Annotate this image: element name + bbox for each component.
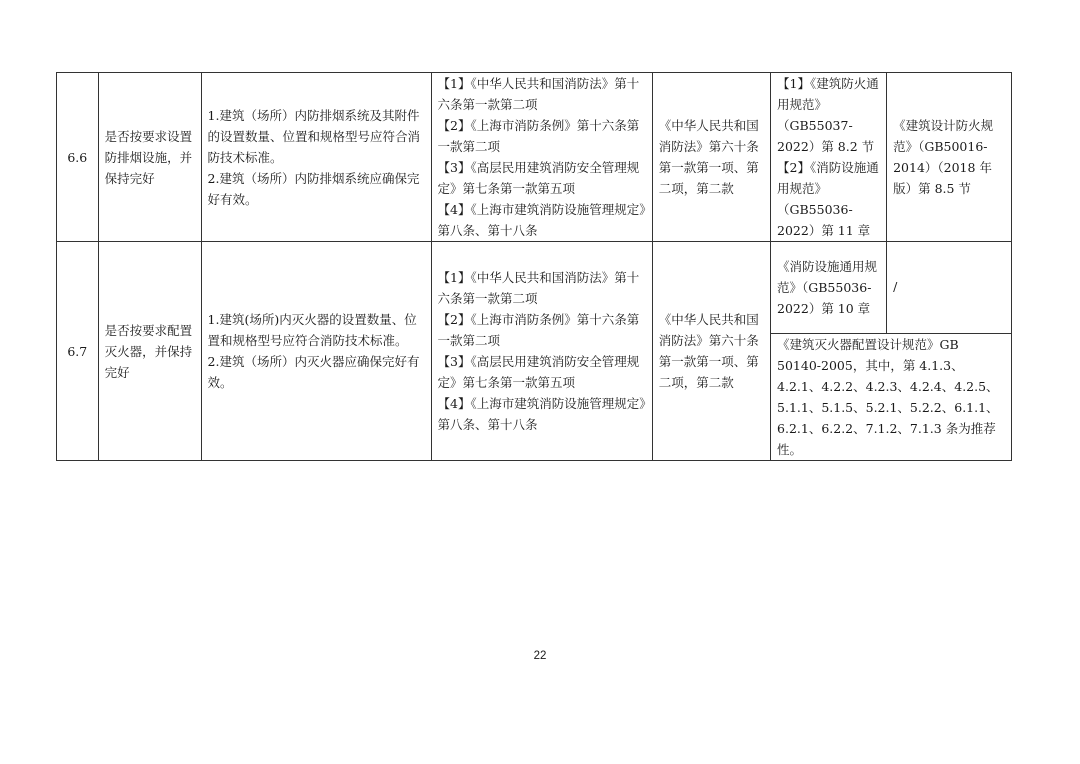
row-number: 6.7 (57, 242, 99, 461)
laws-cell (431, 242, 652, 461)
requirement: 2.建筑（场所）内灭火器应确保完好有效。 (207, 354, 420, 390)
law-ref: 【1】《中华人民共和国消防法》第十六条第一款第二项 (437, 76, 640, 112)
laws-cell (431, 73, 652, 242)
standards-cell (771, 73, 887, 242)
law-ref: 【2】《上海市消防条例》第十六条第一款第二项 (437, 312, 640, 348)
penalty-regulation: 《中华人民共和国消防法》第六十条第一款第一项、第二项，第二款 (652, 242, 770, 461)
reference-standard: 《建筑设计防火规范》（GB50016-2014）（2018 年版）第 8.5 节 (887, 73, 1012, 242)
law-ref: 【4】《上海市建筑消防设施管理规定》第八条、第十八条 (437, 202, 646, 238)
law-ref: 【2】《上海市消防条例》第十六条第一款第二项 (437, 118, 640, 154)
requirement: 1.建筑（场所）内防排烟系统及其附件的设置数量、位置和规格型号应符合消防技术标准。 (207, 107, 421, 165)
check-item: 是否按要求设置防排烟设施，并保持完好 (98, 73, 201, 242)
check-item: 是否按要求配置灭火器，并保持完好 (98, 242, 201, 461)
page-number: 22 (533, 650, 547, 662)
law-ref: 【1】《中华人民共和国消防法》第十六条第一款第二项 (437, 270, 640, 306)
requirement: 2.建筑（场所）内防排烟系统应确保完好有效。 (207, 170, 420, 207)
standard-ref: 《消防设施通用规范》（GB55036-2022）第 10 章 (771, 242, 887, 334)
reference-standard: / (887, 242, 1012, 334)
law-ref: 【3】《高层民用建筑消防安全管理规定》第七条第一款第五项 (437, 354, 640, 390)
requirement: 1.建筑(场所)内灭火器的设置数量、位置和规格型号应符合消防技术标准。 (207, 312, 417, 348)
standard-ref: 【1】《建筑防火通用规范》（GB55037-2022）第 8.2 节 (777, 76, 879, 154)
regulation-table (56, 72, 1012, 461)
penalty-regulation: 《中华人民共和国消防法》第六十条第一款第一项、第二项，第二款 (652, 73, 770, 242)
table-row (57, 242, 1012, 334)
recommended-standard-note: 《建筑灭火器配置设计规范》GB 50140-2005，其中，第 4.1.3、4.2.1、4.2.2、4.2.3、4.2.4、4.2.5、5.1.1、5.1.5、5.2.1、5.2.2、6.1.1、6.2.1、6.2.2、7.1.2、7.1.3 条为推荐性。 (771, 334, 1012, 461)
table-row (57, 73, 1012, 242)
requirements-cell (201, 242, 431, 461)
row-number: 6.6 (57, 73, 99, 242)
law-ref: 【4】《上海市建筑消防设施管理规定》第八条、第十八条 (437, 396, 646, 432)
standard-ref: 【2】《消防设施通用规范》（GB55036-2022）第 11 章 (777, 160, 879, 238)
requirements-cell (201, 73, 431, 242)
law-ref: 【3】《高层民用建筑消防安全管理规定》第七条第一款第五项 (437, 160, 640, 196)
